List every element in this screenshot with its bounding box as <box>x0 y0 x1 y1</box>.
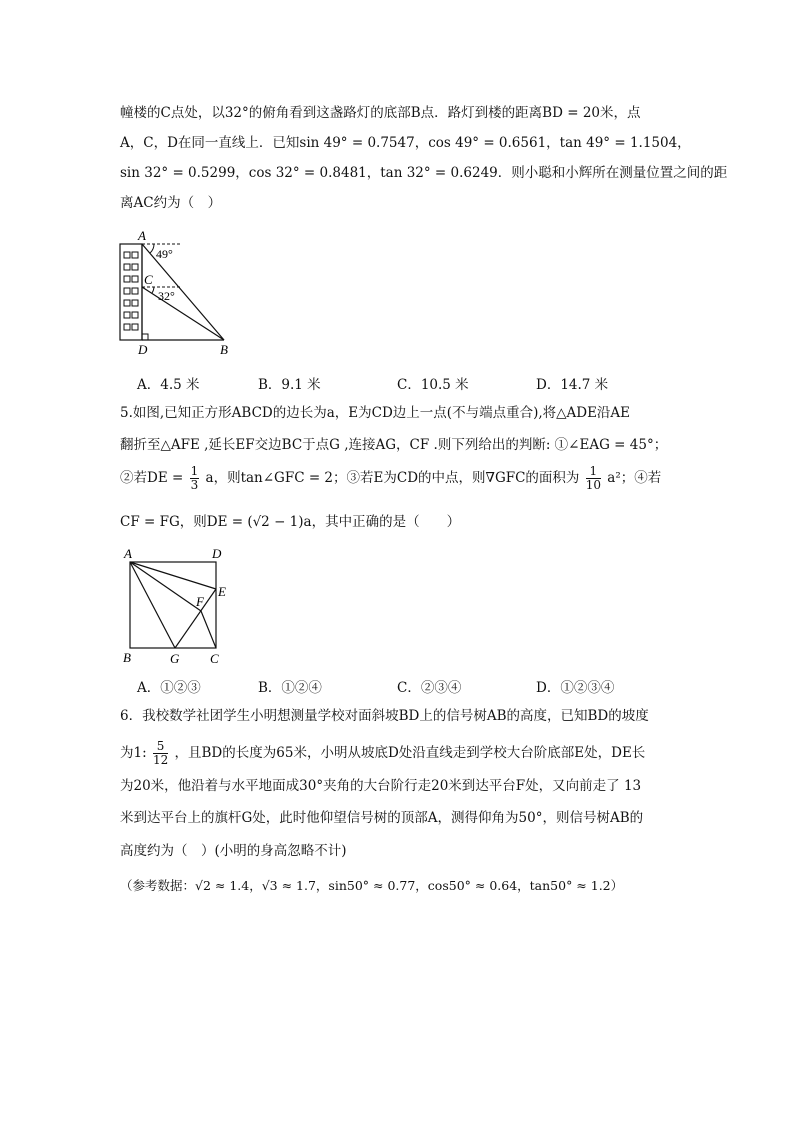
q4-line-4: 离AC约为（ ） <box>120 195 222 211</box>
q4-line-3: sin 32° = 0.5299，cos 32° = 0.8481，tan 32° = 0.6249．则小聪和小辉所在测量位置之间的距 <box>120 165 728 181</box>
q6-line-3: 为20米，他沿着与水平地面成30°夹角的大台阶行走20米到达平台F处，又向前走了 13 <box>120 778 642 794</box>
q4-line-1: 幢楼的C点处，以32°的俯角看到这盏路灯的底部B点．路灯到楼的距离BD = 20米，点 <box>120 105 641 121</box>
label-D: D <box>138 342 148 357</box>
fraction-one-third: $\frac{1}{3}$ <box>190 464 199 492</box>
q5-option-d[interactable]: D．①②③④ <box>536 680 615 696</box>
q5-figure <box>118 544 238 670</box>
angle-arc-49 <box>150 244 154 253</box>
building-windows <box>124 252 138 330</box>
right-angle-mark <box>142 334 148 340</box>
q6-line-4: 米到达平台上的旗杆G处，此时他仰望信号树的顶部A，测得仰角为50°，则信号树AB的 <box>120 810 644 826</box>
segment-AG <box>130 562 175 648</box>
fraction-one-tenth: $\frac{1}{10}$ <box>585 464 601 492</box>
q6-line-2-b: ，且BD的长度为65米，小明从坡底D处沿直线走到学校大台阶底部E处，DE长 <box>174 745 646 761</box>
label-F: F <box>196 594 204 609</box>
q5-line-3-c: a²；④若 <box>607 470 662 486</box>
label-angle-49: 49° <box>156 247 173 261</box>
q4-option-a[interactable]: A．4.5 米 <box>137 377 200 393</box>
segment-AF <box>130 562 201 611</box>
label-E: E <box>218 584 226 599</box>
q5-option-b[interactable]: B．①②④ <box>258 680 322 696</box>
segment-CF <box>201 611 216 648</box>
q5-line-3-a: ②若DE = <box>120 470 184 486</box>
label-C: C <box>144 272 153 287</box>
q6-line-6: （参考数据：√2 ≈ 1.4，√3 ≈ 1.7，sin50° ≈ 0.77，cos50° ≈ 0.64，tan50° ≈ 1.2） <box>120 878 624 893</box>
q4-option-d[interactable]: D．14.7 米 <box>536 377 609 393</box>
q5-option-a[interactable]: A．①②③ <box>137 680 201 696</box>
q6-line-5: 高度约为（ ）(小明的身高忽略不计) <box>120 843 347 859</box>
q5-line-4: CF = FG，则DE = (√2 − 1)a，其中正确的是（ ） <box>120 514 461 530</box>
label-A: A <box>124 546 132 561</box>
label-B: B <box>123 650 131 665</box>
q6-line-2-a: 为1: <box>120 745 147 761</box>
q5-option-c[interactable]: C．②③④ <box>397 680 462 696</box>
segment-AE <box>130 562 216 589</box>
fraction-slope: $\frac{5}{12}$ <box>152 739 169 767</box>
q4-option-b[interactable]: B．9.1 米 <box>258 377 321 393</box>
q4-figure <box>110 226 240 358</box>
q5-line-3 <box>120 465 661 492</box>
q6-line-2 <box>120 740 645 767</box>
q4-line-2: A，C，D在同一直线上．已知sin 49° = 0.7547，cos 49° = 0.6561，tan 49° = 1.1504， <box>120 135 691 151</box>
label-B: B <box>220 342 228 357</box>
label-angle-32: 32° <box>158 289 175 303</box>
q5-line-2: 翻折至△AFE ,延长EF交边BC于点G ,连接AG，CF .则下列给出的判断: ①∠EAG = 45°； <box>120 437 668 453</box>
q5-line-3-b: a，则tan∠GFC = 2；③若E为CD的中点，则∇GFC的面积为 <box>205 470 580 486</box>
segment-CB <box>142 287 224 340</box>
q6-line-1: 6．我校数学社团学生小明想测量学校对面斜坡BD上的信号树AB的高度，已知BD的坡度 <box>120 708 649 724</box>
label-G: G <box>170 651 180 666</box>
label-A: A <box>138 228 146 243</box>
q4-option-c[interactable]: C．10.5 米 <box>397 377 469 393</box>
building <box>120 244 142 340</box>
q5-line-1: 5.如图,已知正方形ABCD的边长为a，E为CD边上一点(不与端点重合),将△ADE沿AE <box>120 405 631 421</box>
label-C: C <box>210 651 219 666</box>
angle-arc-32 <box>152 287 154 293</box>
segment-AB <box>142 244 224 340</box>
label-D: D <box>212 546 222 561</box>
